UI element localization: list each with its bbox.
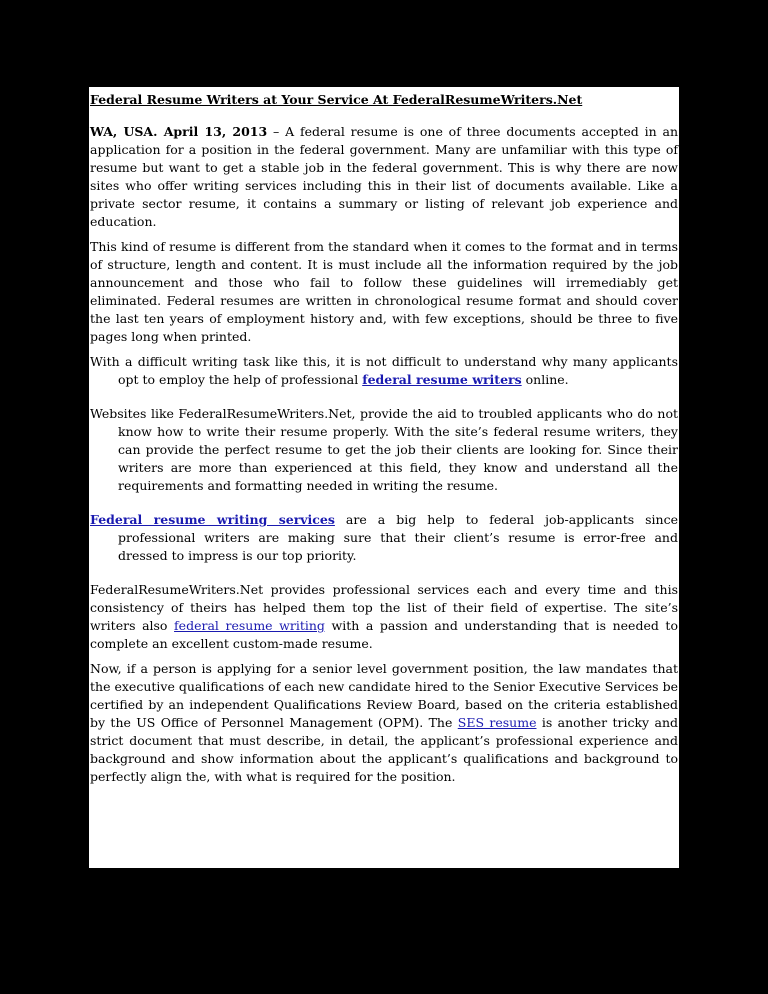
paragraph-ses [90, 660, 678, 786]
paragraph-difficult-task [90, 353, 678, 389]
paragraph-text: With a difficult writing task like this, it is not difficult to understand why many applicants opt to employ the help of professional [90, 354, 678, 387]
paragraph-text: online. [521, 372, 569, 387]
link-federal-resume-writing[interactable]: federal resume writing [174, 618, 325, 633]
paragraph-intro-text: – A federal resume is one of three documents accepted in an application for a position in the federal government. Many are unfamiliar with this type of resume but want to get a stable job in the federal government. This is why there are now sites who offer writing services including this in their list of documents available. Like a private sector resume, it contains a summary or listing of relevant job experience and education. [90, 124, 679, 229]
paragraph-consistency [90, 581, 678, 653]
paragraph-intro [90, 123, 678, 231]
paragraph-text: is another tricky and strict document that must describe, in detail, the applicant’s professional experience and background and show information about the applicant’s qualifications and background to perfectly align the, with what is required for the position. [90, 715, 678, 784]
link-ses-resume[interactable]: SES resume [457, 715, 537, 730]
link-federal-resume-writing-services[interactable]: Federal resume writing services [90, 512, 335, 527]
paragraph-format: This kind of resume is different from the standard when it comes to the format and in terms of structure, length and content. It is must include all the information required by the job announcement and those who fail to follow these guidelines will irremediably get eliminated. Federal resumes are written in chronological resume format and should cover the last ten years of employment history and, with few exceptions, should be three to five pages long when printed. [90, 239, 678, 344]
document-page [89, 87, 679, 868]
page-title: Federal Resume Writers at Your Service At FederalResumeWriters.Net [90, 92, 583, 107]
paragraph-text: are a big help to federal job-applicants since professional writers are making sure that their client’s resume is error-free and dressed to impress is our top priority. [118, 512, 678, 563]
dateline: WA, USA. April 13, 2013 [90, 124, 268, 139]
paragraph-text: FederalResumeWriters.Net provides professional services each and every time and this consistency of theirs has helped them top the list of their field of expertise. The site’s writers also [90, 582, 678, 633]
paragraph-services [90, 511, 678, 565]
link-federal-resume-writers[interactable]: federal resume writers [362, 372, 522, 387]
paragraph-text: Now, if a person is applying for a senior level government position, the law mandates that the executive qualifications of each new candidate hired to the Senior Executive Services be certified by an independent Qualifications Review Board, based on the criteria established by the US Office of Personnel Management (OPM). The [90, 661, 678, 730]
paragraph-text: with a passion and understanding that is needed to complete an excellent custom-made resume. [90, 618, 678, 651]
paragraph-websites: Websites like FederalResumeWriters.Net, provide the aid to troubled applicants who do not know how to write their resume properly. With the site’s federal resume writers, they can provide the perfect resume to get the job their clients are looking for. Since their writers are more than experienced at this field, they know and understand all the requirements and formatting needed in writing the resume. [90, 406, 678, 493]
document-body [90, 91, 678, 793]
